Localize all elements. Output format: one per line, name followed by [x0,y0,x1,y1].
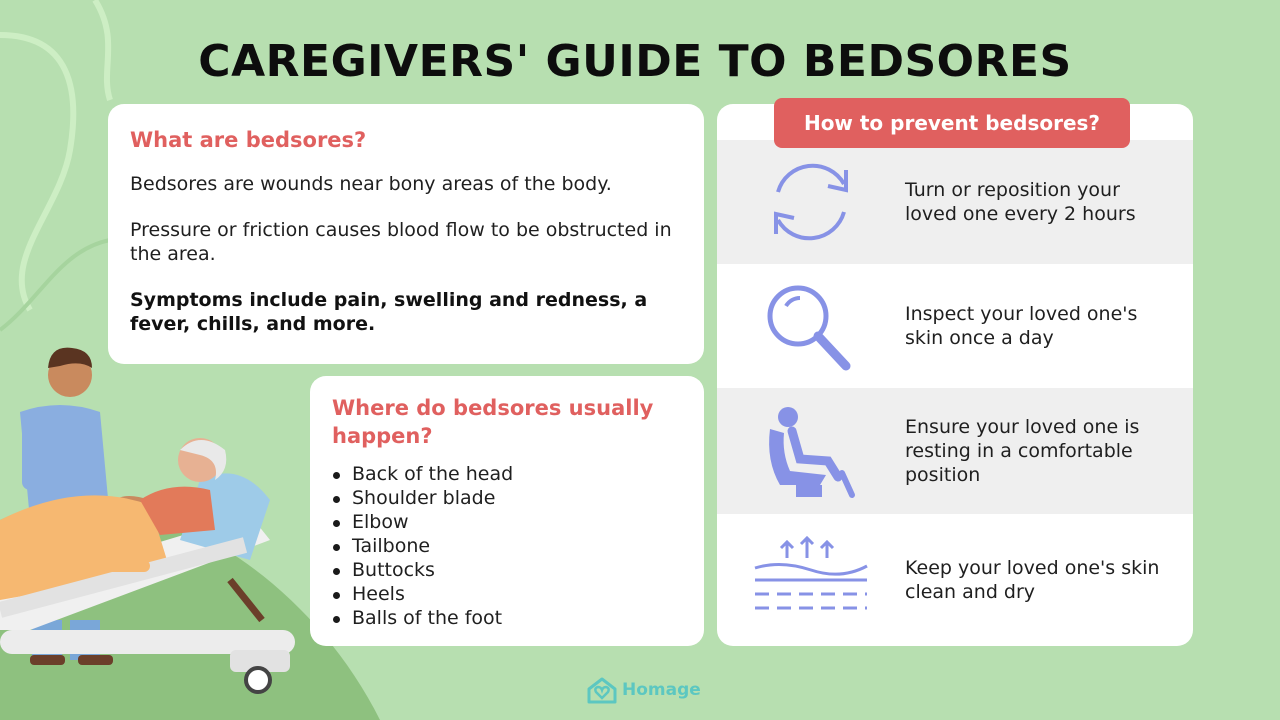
symptoms-paragraph: Symptoms include pain, swelling and redness, a fever, chills, and more. [130,289,648,335]
what-heading: What are bedsores? [130,128,367,152]
list-item: Shoulder blade [332,486,682,510]
list-item: Buttocks [332,558,682,582]
where-bedsores-card [310,376,704,646]
reposition-arrows-icon [717,140,905,264]
prevent-bedsores-card [717,104,1193,646]
list-item: Tailbone [332,534,682,558]
tip-text: Inspect your loved one's skin once a day [905,303,1138,349]
recliner-person-icon [717,388,905,514]
prevent-heading-badge: How to prevent bedsores? [774,98,1130,148]
list-item: Back of the head [332,462,682,486]
list-item: Balls of the foot [332,606,682,630]
list-item: Heels [332,582,682,606]
where-heading: Where do bedsores usually happen? [332,396,654,448]
tip-text: Keep your loved one's skin clean and dry [905,557,1160,603]
tip-row-reposition [717,140,1193,264]
what-paragraph-1: Bedsores are wounds near bony areas of the body. [130,173,612,195]
page-title: CAREGIVERS' GUIDE TO BEDSORES [198,36,1072,87]
brand-name: Homage [622,680,701,700]
dry-skin-icon [717,514,905,646]
list-item: Elbow [332,510,682,534]
homage-logo [586,676,701,704]
body-area-list [332,462,682,630]
house-heart-icon [586,676,618,704]
magnifier-icon [717,264,905,388]
what-paragraph-2: Pressure or friction causes blood flow to be obstructed in the area. [130,219,672,265]
tip-row-clean-dry [717,514,1193,646]
tip-row-position [717,388,1193,514]
tip-row-inspect [717,264,1193,388]
caregiver-patient-illustration [0,348,295,692]
tip-text: Ensure your loved one is resting in a comfortable position [905,416,1140,486]
what-are-bedsores-card [108,104,704,364]
tip-text: Turn or reposition your loved one every 2 hours [905,179,1136,225]
